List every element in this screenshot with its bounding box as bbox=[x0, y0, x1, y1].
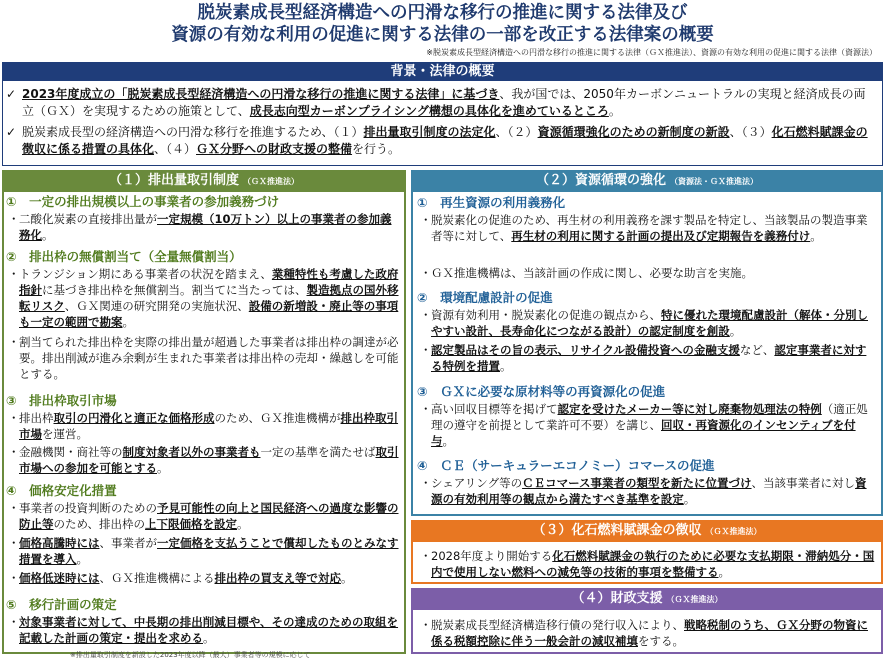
background-item-1: ✓ 2023年度成立の「脱炭素成長型経済構造への円滑な移行の推進に関する法律」に基づき、我が国では、2050年カーボンニュートラルの実現と経済成長の両立（ＧＸ）を実現するための施策として、成長志向型カーボンプライシング構想の具体化を進めているところ。 bbox=[6, 87, 866, 118]
section2-header: （２）資源循環の強化 （資源法・ＧＸ推進法） bbox=[411, 170, 883, 192]
section1-bullet2: ・ トランジション期にある事業者の状況を踏まえ、業種特性も考慮した政府指針に基づき排出枠を無償割当。割当てに当たっては、製造拠点の国外移転リスク、ＧＸ関連の研究開発の実施状況、設備の新増設・廃止等の事項も一定の範囲で勘案。 bbox=[8, 267, 399, 329]
section2-bullet5: ・ 高い回収目標等を掲げて認定を受けたメーカー等に対し廃棄物処理法の特例（適正処理の遵守を前提として業許可不要）を講じ、回収・再資源化のインセンティブを付与。 bbox=[420, 402, 868, 448]
section2-sub2-title: ② 環境配慮設計の促進 bbox=[417, 290, 553, 305]
section1-sub5-title: ⑤ 移行計画の策定 bbox=[6, 597, 117, 612]
section2-bullet4: ・ 認定製品はその旨の表示、リサイクル設備投資への金融支援など、認定事業者に対する特例を措置。 bbox=[420, 343, 867, 373]
section1-bullet3: ・ 割当てられた排出枠を実際の排出量が超過した事業者は排出枠の調達が必要。排出削減が進み余剰が生まれた事業者は排出枠の売却・繰越しを可能とする。 bbox=[8, 335, 399, 381]
background-item-2: ✓ 脱炭素成長型の経済構造への円滑な移行を推進するため、（１）排出量取引制度の法定化、（２）資源循環強化のための新制度の新設、（３）化石燃料賦課金の徴収に係る措置の具体化、（４）ＧＸ分野への財政支援の整備を行う。 bbox=[6, 125, 868, 156]
section2-bullet3: ・ 資源有効利用・脱炭素化の促進の観点から、特に優れた環境配慮設計（解体・分別しやすい設計、長寿命化につながる設計）の認定制度を創設。 bbox=[420, 308, 868, 338]
section1-bullet9: ・ 対象事業者に対して、中長期の排出削減目標や、その達成のための取組を記載した計画の策定・提出を求める。 bbox=[8, 615, 399, 645]
section1-footnote: ※排出量取引制度を新設した2023年度以降（最大）事業者等の規模に応じて bbox=[70, 651, 311, 659]
section1-bullet1: ・ 二酸化炭素の直接排出量が一定規模（10万トン）以上の事業者の参加義務化。 bbox=[8, 212, 392, 242]
section1-sub2-title: ② 排出枠の無償割当て（全量無償割当） bbox=[6, 249, 242, 264]
section1-sub1-title: ① 一定の排出規模以上の事業者の参加義務づけ bbox=[6, 194, 280, 209]
check-icon: ✓ bbox=[6, 125, 17, 139]
title-note: ※脱炭素成長型経済構造への円滑な移行の推進に関する法律（ＧＸ推進法）、資源の有効な利用の促進に関する法律（資源法） bbox=[426, 48, 877, 57]
section2-sub4-title: ④ ＣＥ（サーキュラーエコノミー）コマースの促進 bbox=[417, 458, 715, 473]
section2-bullet2: ・ ＧＸ推進機構は、当該計画の作成に関し、必要な助言を実施。 bbox=[420, 266, 753, 280]
section1-sub4-title: ④ 価格安定化措置 bbox=[6, 483, 117, 498]
check-icon: ✓ bbox=[6, 87, 17, 101]
section1-header: （１）排出量取引制度 （ＧＸ推進法） bbox=[2, 170, 406, 192]
section2-sub1-title: ① 再生資源の利用義務化 bbox=[417, 195, 566, 210]
main-title-line2: 資源の有効な利用の促進に関する法律の一部を改正する法律案の概要 bbox=[171, 25, 714, 45]
section3-header: （３）化石燃料賦課金の徴収 （ＧＸ推進法） bbox=[411, 520, 883, 542]
section1-sub3-title: ③ 排出枠取引市場 bbox=[6, 393, 117, 408]
section2-sub3-title: ③ ＧＸに必要な原材料等の再資源化の促進 bbox=[417, 384, 666, 399]
section1-bullet6: ・ 事業者の投資判断のための予見可能性の向上と国民経済への過度な影響の防止等のため、排出枠の上下限価格を設定。 bbox=[8, 501, 399, 531]
section1-bullet5: ・ 金融機関・商社等の制度対象者以外の事業者も一定の基準を満たせば取引市場への参加を可能とする。 bbox=[8, 445, 399, 475]
background-header: 背景・法律の概要 bbox=[2, 62, 883, 81]
section2-bullet1: ・ 脱炭素化の促進のため、再生材の利用義務を課す製品を特定し、当該製品の製造事業者等に対して、再生材の利用に関する計画の提出及び定期報告を義務付け。 bbox=[420, 213, 868, 243]
section3-bullet1: ・ 2028年度より開始する化石燃料賦課金の執行のために必要な支払期限・滞納処分・国内で使用しない燃料への減免等の技術的事項を整備する。 bbox=[420, 549, 875, 579]
section2-bullet6: ・ シェアリング等のＣＥコマース事業者の類型を新たに位置づけ、当該事業者に対し資源の有効利用等の観点から満たすべき基準を設定。 bbox=[420, 476, 867, 506]
section1-bullet4: ・ 排出枠取引の円滑化と適正な価格形成のため、ＧＸ推進機構が排出枠取引市場を運営。 bbox=[8, 411, 399, 441]
section4-header: （４）財政支援 （ＧＸ推進法） bbox=[411, 588, 883, 610]
section1-bullet7: ・ 価格高騰時には、事業者が一定価格を支払うことで償却したものとみなす措置を導入。 bbox=[8, 536, 399, 566]
section4-bullet1: ・ 脱炭素成長型経済構造移行債の発行収入により、戦略税制のうち、ＧＸ分野の物資に係る税額控除に伴う一般会計の減収補填をする。 bbox=[420, 618, 868, 648]
main-title-line1: 脱炭素成長型経済構造への円滑な移行の推進に関する法律及び bbox=[197, 3, 688, 23]
section1-bullet8: ・ 価格低迷時には、ＧＸ推進機構による排出枠の買支え等で対応。 bbox=[8, 571, 353, 585]
